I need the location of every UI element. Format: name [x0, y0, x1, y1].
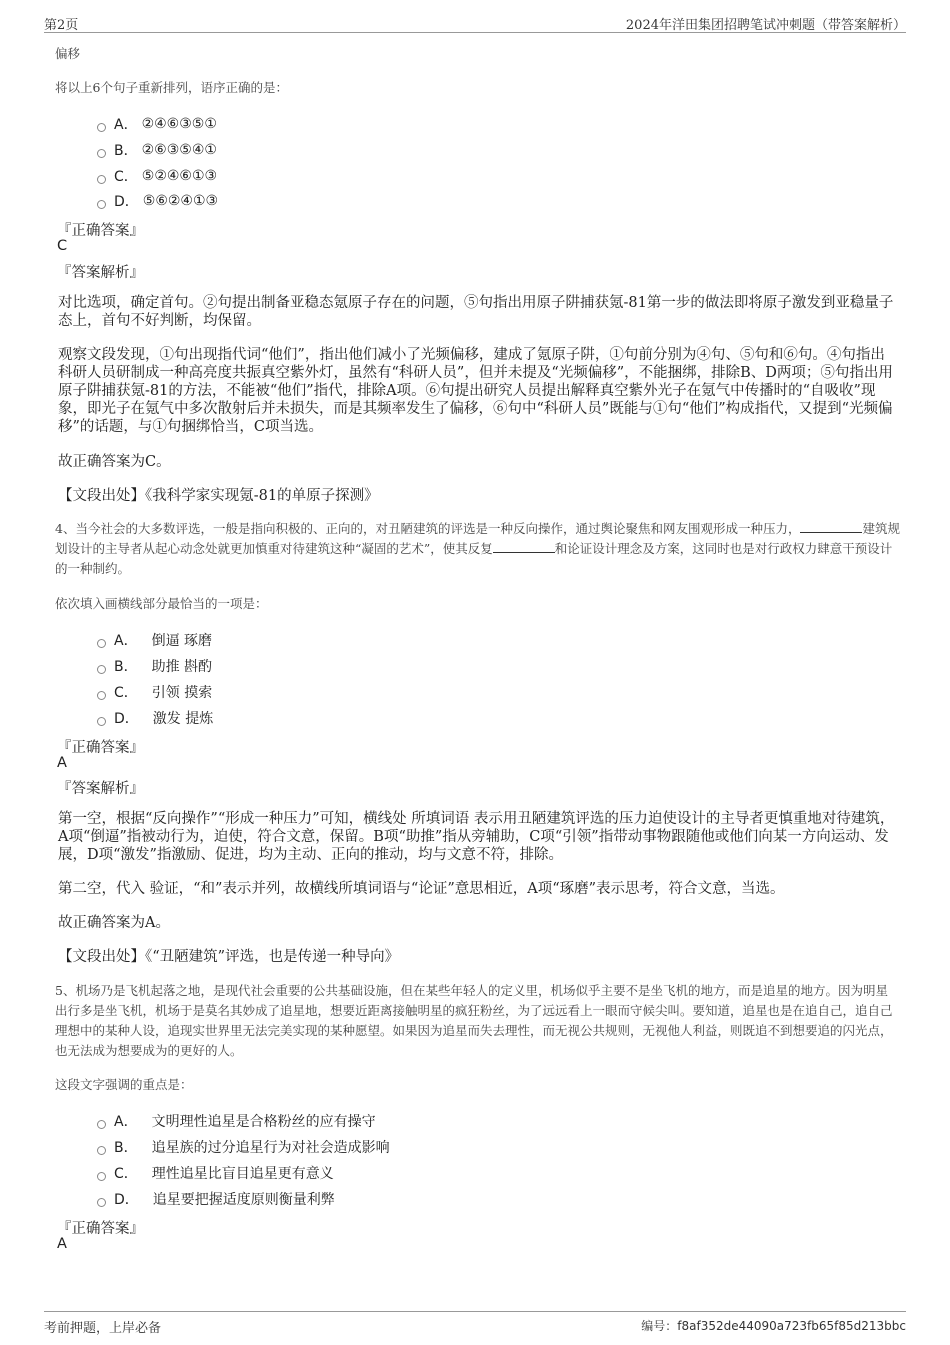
- q3-answer: C: [57, 238, 68, 254]
- radio-icon[interactable]: [97, 1198, 106, 1207]
- q4-answer-label: 『正确答案』: [57, 740, 144, 756]
- page-number: 第2页: [44, 18, 79, 33]
- radio-icon[interactable]: [97, 123, 106, 132]
- q3-tail: 偏移: [55, 46, 81, 61]
- q3-answer-label: 『正确答案』: [57, 223, 144, 239]
- q4-option-d[interactable]: D． 激发 提炼: [97, 708, 213, 728]
- q3-prompt: 将以上6个句子重新排列，语序正确的是：: [55, 80, 288, 95]
- radio-icon[interactable]: [97, 717, 106, 726]
- radio-icon[interactable]: [97, 1146, 106, 1155]
- q3-source: 【文段出处】《我科学家实现氪-81的单原子探测》: [58, 488, 379, 504]
- q5-stem: 5、机场乃是飞机起落之地，是现代社会重要的公共基础设施，但在某些年轻人的定义里，机场似乎主要不是坐飞机的地方，而是追星的地方。因为明星出行多是坐飞机，机场于是莫名其妙成了追星地，想要近距离接触明星的疯狂粉丝，为了远远看上一眼而守候尖叫。要知道，追星也是在追自己，追自己理想中的某种人设，追现实世界里无法完美实现的某种愿望。如果因为追星而失去理性，而无视公共规则，无视他人利益，则既追不到想要追的闪光点，也无法成为想要成为的更好的人。: [55, 983, 893, 1058]
- q4-option-b[interactable]: B． 助推 斟酌: [97, 656, 212, 676]
- q3-option-c[interactable]: C． ⑤②④⑥①③: [97, 166, 217, 186]
- q3-option-a[interactable]: A． ②④⑥③⑤①: [97, 114, 217, 134]
- footer-slogan: 考前押题，上岸必备: [44, 1321, 162, 1336]
- document-title: 2024年洋田集团招聘笔试冲刺题（带答案解析）: [625, 18, 906, 33]
- radio-icon[interactable]: [97, 691, 106, 700]
- q5-answer: A: [57, 1236, 67, 1252]
- blank-1: [800, 520, 862, 533]
- q4-option-c[interactable]: C． 引领 摸索: [97, 682, 212, 702]
- q3-analysis-p3: 故正确答案为C。: [58, 454, 171, 470]
- q4-analysis-p3: 故正确答案为A。: [58, 915, 170, 931]
- q4-analysis-label: 『答案解析』: [57, 781, 144, 797]
- q4-stem: 4、当今社会的大多数评选，一般是指向积极的、正向的，对丑陋建筑的评选是一种反向操作，通过舆论聚焦和网友围观形成一种压力， 建筑规划设计的主导者从起心动念处就更加慎重对待建筑这种“凝固的艺术”，使其反复 和论证设计理念及方案，这同时也是对行政权力肆意干预设计的一种制约。: [55, 521, 900, 576]
- page-footer: [44, 1311, 906, 1336]
- q4-answer: A: [57, 755, 67, 771]
- q4-analysis-p2: 第二空，代入 验证，“和”表示并列，故横线所填词语与“论证”意思相近，A项“琢磨”表示思考，符合文意，当选。: [58, 881, 785, 897]
- q4-prompt: 依次填入画横线部分最恰当的一项是：: [55, 596, 268, 611]
- q4-source: 【文段出处】《“丑陋建筑”评选，也是传递一种导向》: [58, 949, 400, 965]
- q4-analysis-p1: 第一空，根据“反向操作”“形成一种压力”可知，横线处 所填词语 表示用丑陋建筑评选的压力迫使设计的主导者更慎重地对待建筑，A项“倒逼”指被动行为，迫使，符合文意，保留。B项“助推”指从旁辅助，C项“引领”指带动事物跟随他或他们向某一方向运动、发展，D项“激发”指激励、促进，均为主动、正向的推动，均与文意不符，排除。: [58, 811, 895, 863]
- q3-option-d[interactable]: D． ⑤⑥②④①③: [97, 191, 218, 211]
- q3-analysis-p2: 观察文段发现，①句出现指代词“他们”，指出他们减小了光频偏移，建成了氪原子阱，①句前分别为④句、⑤句和⑥句。④句指出科研人员研制成一种高亮度共振真空紫外灯，虽然有“科研人员”，但并未提及“光频偏移”，不能捆绑，排除B、D两项；⑤句指出用原子阱捕获氪-81的方法，不能被“他们”指代，排除A项。⑥句提出研究人员提出解释真空紫外光子在氪气中传播时的“自吸收”现象，即光子在氪气中多次散射后并未损失，而是其频率发生了偏移，⑥句中“科研人员”既能与①句“他们”构成指代，又提到“光频偏移”的话题，与①句捆绑恰当，C项当选。: [58, 347, 893, 435]
- q5-option-b[interactable]: B． 追星族的过分追星行为对社会造成影响: [97, 1137, 390, 1157]
- q5-option-c[interactable]: C． 理性追星比盲目追星更有意义: [97, 1163, 334, 1183]
- radio-icon[interactable]: [97, 1120, 106, 1129]
- q4-option-a[interactable]: A． 倒逼 琢磨: [97, 630, 212, 650]
- radio-icon[interactable]: [97, 1172, 106, 1181]
- radio-icon[interactable]: [97, 665, 106, 674]
- page-header: [44, 12, 906, 33]
- document-code: 编号：f8af352de44090a723fb65f85d213bbc: [641, 1319, 906, 1333]
- q3-option-b[interactable]: B． ②⑥③⑤④①: [97, 140, 217, 160]
- q5-answer-label: 『正确答案』: [57, 1221, 144, 1237]
- blank-2: [493, 540, 555, 553]
- q5-option-a[interactable]: A． 文明理性追星是合格粉丝的应有操守: [97, 1111, 376, 1131]
- radio-icon[interactable]: [97, 639, 106, 648]
- q5-option-d[interactable]: D． 追星要把握适度原则衡量利弊: [97, 1189, 335, 1209]
- q3-analysis-label: 『答案解析』: [57, 265, 144, 281]
- radio-icon[interactable]: [97, 200, 106, 209]
- q3-analysis-p1: 对比选项，确定首句。②句提出制备亚稳态氪原子存在的问题，⑤句指出用原子阱捕获氪-81第一步的做法即将原子激发到亚稳量子态上，首句不好判断，均保留。: [58, 295, 894, 329]
- radio-icon[interactable]: [97, 149, 106, 158]
- radio-icon[interactable]: [97, 175, 106, 184]
- q5-prompt: 这段文字强调的重点是：: [55, 1077, 193, 1092]
